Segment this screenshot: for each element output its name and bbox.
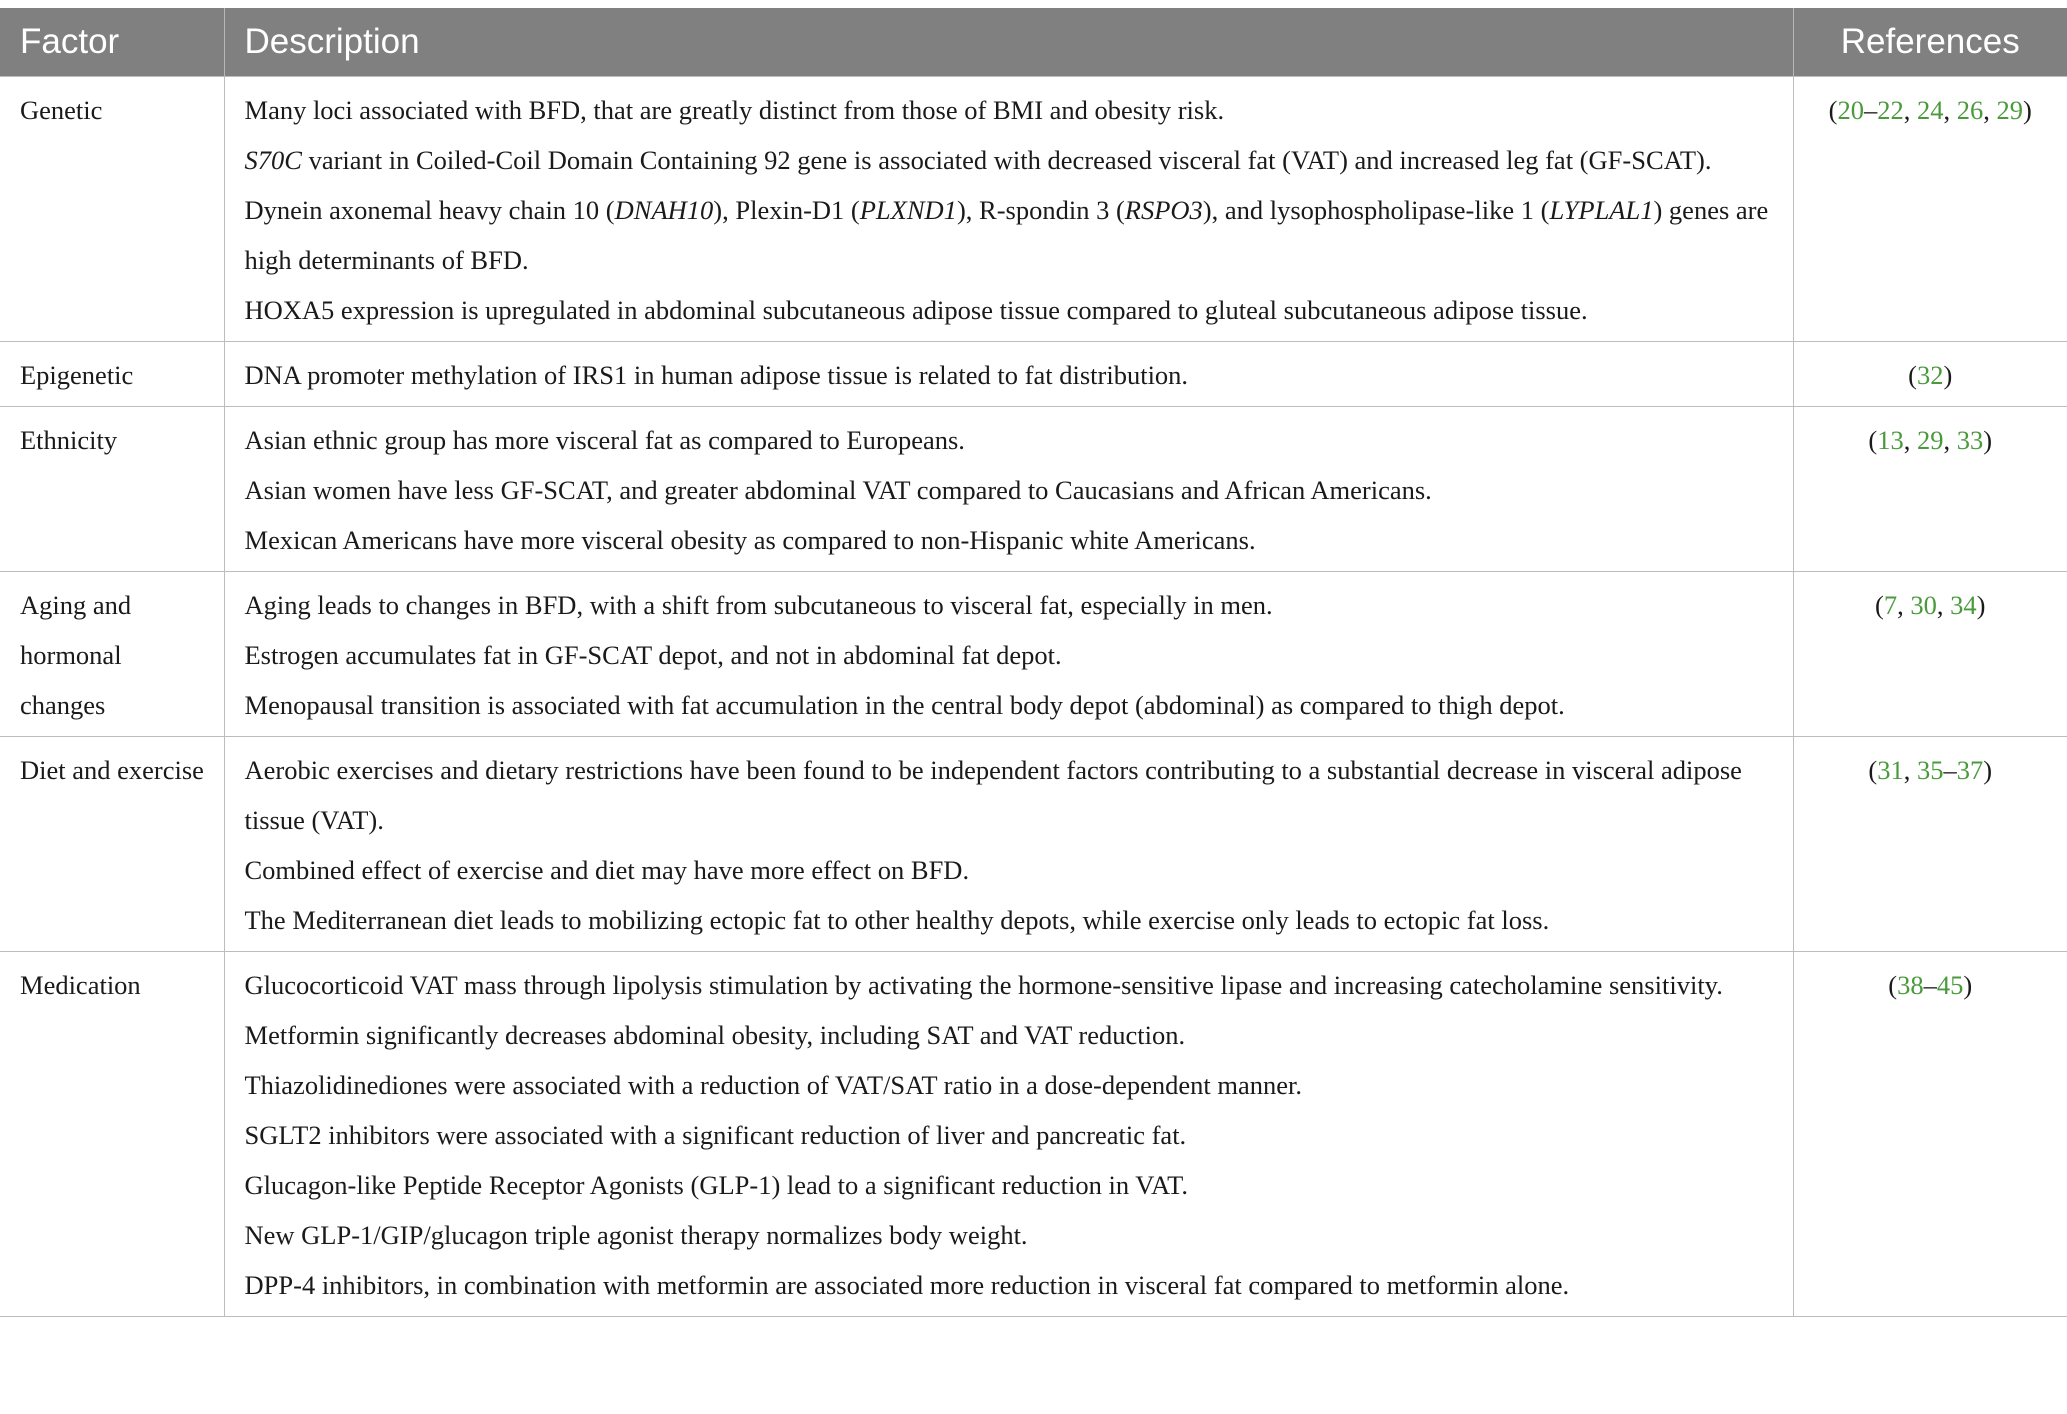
table-row <box>0 952 2067 1317</box>
description-line: HOXA5 expression is upregulated in abdominal subcutaneous adipose tissue compared to gluteal subcutaneous adipose tissue. <box>244 295 1588 325</box>
factors-table-container <box>0 8 2067 1317</box>
description-cell <box>224 737 1793 952</box>
description-line: SGLT2 inhibitors were associated with a significant reduction of liver and pancreatic fat. <box>244 1120 1187 1150</box>
description-line: Dynein axonemal heavy chain 10 (DNAH10), Plexin-D1 (PLXND1), R-spondin 3 (RSPO3), and lysophospholipase-like 1 (LYPLAL1) genes are high determinants of BFD. <box>244 195 1769 275</box>
reference-link[interactable]: 35 <box>1917 755 1944 785</box>
gene-variant: S70C <box>244 145 302 175</box>
references-cell: (13, 29, 33) <box>1793 407 2067 572</box>
reference-link[interactable]: 29 <box>1996 95 2023 125</box>
description-line: Menopausal transition is associated with fat accumulation in the central body depot (abdominal) as compared to thigh depot. <box>244 690 1565 720</box>
reference-link[interactable]: 45 <box>1936 970 1964 1000</box>
factors-table <box>0 8 2067 1317</box>
description-line: Many loci associated with BFD, that are greatly distinct from those of BMI and obesity risk. <box>244 95 1225 125</box>
reference-link[interactable]: 24 <box>1917 95 1944 125</box>
factor-cell: Genetic <box>0 77 224 342</box>
description-line: New GLP-1/GIP/glucagon triple agonist therapy normalizes body weight. <box>244 1220 1028 1250</box>
table-row <box>0 572 2067 737</box>
factor-cell: Epigenetic <box>0 342 224 407</box>
description-cell <box>224 407 1793 572</box>
factor-cell: Aging and hormonal changes <box>0 572 224 737</box>
description-line: Asian women have less GF-SCAT, and greater abdominal VAT compared to Caucasians and African Americans. <box>244 475 1432 505</box>
reference-link[interactable]: 34 <box>1950 590 1977 620</box>
reference-link[interactable]: 30 <box>1910 590 1937 620</box>
references-cell: (7, 30, 34) <box>1793 572 2067 737</box>
description-cell <box>224 77 1793 342</box>
references-cell: (38–45) <box>1793 952 2067 1317</box>
references-cell: (31, 35–37) <box>1793 737 2067 952</box>
table-row <box>0 407 2067 572</box>
reference-link[interactable]: 37 <box>1956 755 1984 785</box>
description-line: Thiazolidinediones were associated with a reduction of VAT/SAT ratio in a dose-dependent manner. <box>244 1070 1303 1100</box>
reference-link[interactable]: 13 <box>1877 425 1904 455</box>
description-line: DNA promoter methylation of IRS1 in human adipose tissue is related to fat distribution. <box>244 360 1189 390</box>
table-row <box>0 77 2067 342</box>
description-line: DPP-4 inhibitors, in combination with metformin are associated more reduction in visceral fat compared to metformin alone. <box>244 1270 1570 1300</box>
factor-cell: Medication <box>0 952 224 1317</box>
reference-link[interactable]: 29 <box>1917 425 1944 455</box>
description-line: Glucagon-like Peptide Receptor Agonists (GLP-1) lead to a significant reduction in VAT. <box>244 1170 1189 1200</box>
description-cell <box>224 952 1793 1317</box>
header-description: Description <box>224 8 1793 77</box>
description-line: S70C variant in Coiled-Coil Domain Containing 92 gene is associated with decreased visceral fat (VAT) and increased leg fat (GF-SCAT). <box>244 145 1712 175</box>
reference-link[interactable]: 20 <box>1837 95 1864 125</box>
table-row <box>0 342 2067 407</box>
header-row <box>0 8 2067 77</box>
description-line: Metformin significantly decreases abdominal obesity, including SAT and VAT reduction. <box>244 1020 1186 1050</box>
description-cell <box>224 342 1793 407</box>
description-line: The Mediterranean diet leads to mobilizing ectopic fat to other healthy depots, while exercise only leads to ectopic fat loss. <box>244 905 1550 935</box>
description-line: Glucocorticoid VAT mass through lipolysis stimulation by activating the hormone-sensitive lipase and increasing catecholamine sensitivity. <box>244 970 1723 1000</box>
reference-link[interactable]: 22 <box>1877 95 1904 125</box>
description-line: Aging leads to changes in BFD, with a shift from subcutaneous to visceral fat, especially in men. <box>244 590 1273 620</box>
header-factor: Factor <box>0 8 224 77</box>
table-row <box>0 737 2067 952</box>
reference-link[interactable]: 32 <box>1917 360 1944 390</box>
description-line: Combined effect of exercise and diet may have more effect on BFD. <box>244 855 970 885</box>
description-line: Estrogen accumulates fat in GF-SCAT depot, and not in abdominal fat depot. <box>244 640 1062 670</box>
references-cell: (20–22, 24, 26, 29) <box>1793 77 2067 342</box>
description-line: Asian ethnic group has more visceral fat as compared to Europeans. <box>244 425 965 455</box>
description-cell <box>224 572 1793 737</box>
reference-link[interactable]: 7 <box>1883 590 1898 620</box>
factor-cell: Ethnicity <box>0 407 224 572</box>
reference-link[interactable]: 38 <box>1897 970 1924 1000</box>
reference-link[interactable]: 33 <box>1956 425 1984 455</box>
description-line: Mexican Americans have more visceral obesity as compared to non-Hispanic white Americans. <box>244 525 1256 555</box>
references-cell: (32) <box>1793 342 2067 407</box>
reference-link[interactable]: 26 <box>1956 95 1984 125</box>
header-references: References <box>1793 8 2067 77</box>
description-line: Aerobic exercises and dietary restrictions have been found to be independent factors contributing to a substantial decrease in visceral adipose tissue (VAT). <box>244 755 1742 835</box>
factor-cell: Diet and exercise <box>0 737 224 952</box>
reference-link[interactable]: 31 <box>1877 755 1904 785</box>
